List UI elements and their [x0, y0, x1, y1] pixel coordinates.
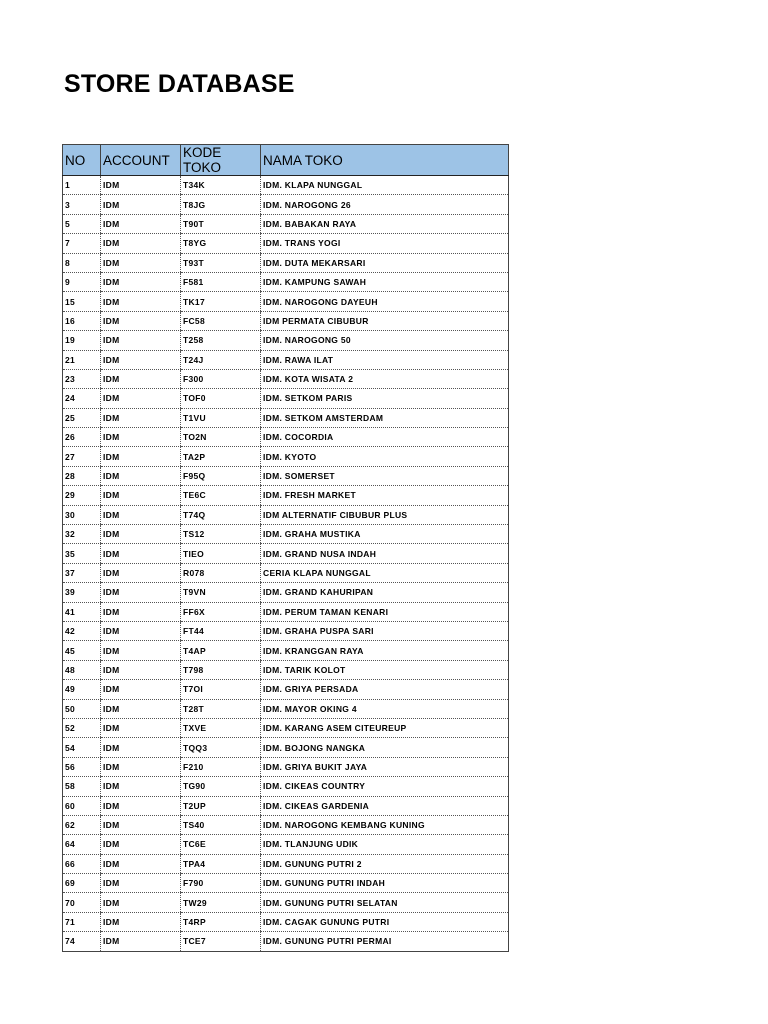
cell-account: IDM: [101, 718, 181, 737]
cell-kode-toko: T93T: [181, 253, 261, 272]
table-body: [63, 176, 509, 952]
cell-nama-toko: CERIA KLAPA NUNGGAL: [261, 563, 509, 582]
cell-kode-toko: F95Q: [181, 466, 261, 485]
cell-nama-toko: IDM. NAROGONG DAYEUH: [261, 292, 509, 311]
cell-no: 30: [63, 505, 101, 524]
header-row: [63, 145, 509, 176]
cell-kode-toko: T798: [181, 660, 261, 679]
table-row: [63, 757, 509, 776]
cell-account: IDM: [101, 854, 181, 873]
table-row: [63, 486, 509, 505]
table-row: [63, 292, 509, 311]
cell-account: IDM: [101, 699, 181, 718]
cell-kode-toko: TS12: [181, 525, 261, 544]
cell-nama-toko: IDM. GRIYA PERSADA: [261, 680, 509, 699]
table-row: [63, 738, 509, 757]
cell-no: 60: [63, 796, 101, 815]
cell-kode-toko: T8YG: [181, 234, 261, 253]
page-title: STORE DATABASE: [64, 70, 295, 98]
cell-no: 21: [63, 350, 101, 369]
cell-account: IDM: [101, 602, 181, 621]
cell-no: 28: [63, 466, 101, 485]
cell-nama-toko: IDM. COCORDIA: [261, 428, 509, 447]
cell-kode-toko: F210: [181, 757, 261, 776]
cell-no: 24: [63, 389, 101, 408]
cell-no: 32: [63, 525, 101, 544]
cell-account: IDM: [101, 660, 181, 679]
cell-kode-toko: T8JG: [181, 195, 261, 214]
cell-kode-toko: TOF0: [181, 389, 261, 408]
cell-no: 54: [63, 738, 101, 757]
cell-nama-toko: IDM. KLAPA NUNGGAL: [261, 176, 509, 195]
table-row: [63, 563, 509, 582]
cell-no: 19: [63, 331, 101, 350]
cell-account: IDM: [101, 350, 181, 369]
cell-kode-toko: TPA4: [181, 854, 261, 873]
table-row: [63, 660, 509, 679]
cell-nama-toko: IDM. TRANS YOGI: [261, 234, 509, 253]
table-header: [63, 145, 509, 176]
cell-account: IDM: [101, 815, 181, 834]
cell-account: IDM: [101, 214, 181, 233]
table-row: [63, 835, 509, 854]
cell-nama-toko: IDM. DUTA MEKARSARI: [261, 253, 509, 272]
cell-kode-toko: TO2N: [181, 428, 261, 447]
cell-nama-toko: IDM. KYOTO: [261, 447, 509, 466]
cell-account: IDM: [101, 583, 181, 602]
table-row: [63, 932, 509, 951]
cell-kode-toko: F790: [181, 874, 261, 893]
cell-account: IDM: [101, 234, 181, 253]
cell-account: IDM: [101, 505, 181, 524]
table-row: [63, 621, 509, 640]
cell-no: 41: [63, 602, 101, 621]
cell-no: 42: [63, 621, 101, 640]
cell-kode-toko: T74Q: [181, 505, 261, 524]
table-row: [63, 195, 509, 214]
cell-account: IDM: [101, 757, 181, 776]
cell-account: IDM: [101, 893, 181, 912]
cell-no: 62: [63, 815, 101, 834]
cell-no: 71: [63, 912, 101, 931]
cell-kode-toko: TC6E: [181, 835, 261, 854]
cell-account: IDM: [101, 369, 181, 388]
table-row: [63, 350, 509, 369]
cell-account: IDM: [101, 912, 181, 931]
cell-nama-toko: IDM. GRAND NUSA INDAH: [261, 544, 509, 563]
cell-account: IDM: [101, 932, 181, 951]
cell-nama-toko: IDM PERMATA CIBUBUR: [261, 311, 509, 330]
cell-no: 52: [63, 718, 101, 737]
cell-no: 58: [63, 777, 101, 796]
cell-no: 9: [63, 272, 101, 291]
cell-nama-toko: IDM ALTERNATIF CIBUBUR PLUS: [261, 505, 509, 524]
cell-nama-toko: IDM. SETKOM PARIS: [261, 389, 509, 408]
cell-nama-toko: IDM. RAWA ILAT: [261, 350, 509, 369]
cell-nama-toko: IDM. SETKOM AMSTERDAM: [261, 408, 509, 427]
cell-nama-toko: IDM. GRAND KAHURIPAN: [261, 583, 509, 602]
cell-kode-toko: TW29: [181, 893, 261, 912]
cell-account: IDM: [101, 738, 181, 757]
cell-nama-toko: IDM. NAROGONG 26: [261, 195, 509, 214]
cell-nama-toko: IDM. SOMERSET: [261, 466, 509, 485]
table-row: [63, 466, 509, 485]
cell-account: IDM: [101, 466, 181, 485]
cell-nama-toko: IDM. KOTA WISATA 2: [261, 369, 509, 388]
cell-no: 70: [63, 893, 101, 912]
cell-no: 15: [63, 292, 101, 311]
cell-kode-toko: T1VU: [181, 408, 261, 427]
cell-nama-toko: IDM. TARIK KOLOT: [261, 660, 509, 679]
cell-no: 8: [63, 253, 101, 272]
table-row: [63, 854, 509, 873]
cell-no: 5: [63, 214, 101, 233]
cell-kode-toko: TG90: [181, 777, 261, 796]
cell-kode-toko: TCE7: [181, 932, 261, 951]
table-row: [63, 176, 509, 195]
table-row: [63, 389, 509, 408]
cell-kode-toko: T9VN: [181, 583, 261, 602]
cell-account: IDM: [101, 835, 181, 854]
cell-no: 50: [63, 699, 101, 718]
cell-no: 39: [63, 583, 101, 602]
column-header-nama-toko: NAMA TOKO: [261, 145, 509, 176]
cell-kode-toko: F300: [181, 369, 261, 388]
cell-account: IDM: [101, 389, 181, 408]
cell-no: 35: [63, 544, 101, 563]
cell-kode-toko: TE6C: [181, 486, 261, 505]
cell-no: 48: [63, 660, 101, 679]
cell-no: 37: [63, 563, 101, 582]
cell-kode-toko: TXVE: [181, 718, 261, 737]
cell-account: IDM: [101, 486, 181, 505]
cell-account: IDM: [101, 680, 181, 699]
table-row: [63, 525, 509, 544]
cell-account: IDM: [101, 447, 181, 466]
cell-nama-toko: IDM. GUNUNG PUTRI SELATAN: [261, 893, 509, 912]
cell-kode-toko: TQQ3: [181, 738, 261, 757]
table-row: [63, 331, 509, 350]
table-row: [63, 253, 509, 272]
cell-account: IDM: [101, 621, 181, 640]
cell-nama-toko: IDM. GRAHA PUSPA SARI: [261, 621, 509, 640]
cell-account: IDM: [101, 272, 181, 291]
cell-account: IDM: [101, 292, 181, 311]
cell-kode-toko: T4AP: [181, 641, 261, 660]
cell-account: IDM: [101, 195, 181, 214]
cell-account: IDM: [101, 796, 181, 815]
cell-no: 56: [63, 757, 101, 776]
cell-kode-toko: T34K: [181, 176, 261, 195]
cell-nama-toko: IDM. BABAKAN RAYA: [261, 214, 509, 233]
cell-account: IDM: [101, 563, 181, 582]
cell-nama-toko: IDM. CIKEAS COUNTRY: [261, 777, 509, 796]
cell-kode-toko: TK17: [181, 292, 261, 311]
cell-no: 1: [63, 176, 101, 195]
table-row: [63, 777, 509, 796]
table-row: [63, 641, 509, 660]
table-row: [63, 602, 509, 621]
table-row: [63, 234, 509, 253]
cell-kode-toko: FC58: [181, 311, 261, 330]
cell-no: 29: [63, 486, 101, 505]
cell-no: 23: [63, 369, 101, 388]
table-row: [63, 874, 509, 893]
cell-kode-toko: FF6X: [181, 602, 261, 621]
cell-nama-toko: IDM. KAMPUNG SAWAH: [261, 272, 509, 291]
cell-kode-toko: R078: [181, 563, 261, 582]
cell-nama-toko: IDM. KARANG ASEM CITEUREUP: [261, 718, 509, 737]
table-row: [63, 796, 509, 815]
cell-no: 66: [63, 854, 101, 873]
store-table: [62, 144, 509, 952]
table-row: [63, 544, 509, 563]
cell-nama-toko: IDM. GRAHA MUSTIKA: [261, 525, 509, 544]
table-row: [63, 408, 509, 427]
table-row: [63, 428, 509, 447]
table-row: [63, 311, 509, 330]
table-row: [63, 447, 509, 466]
cell-account: IDM: [101, 176, 181, 195]
cell-no: 3: [63, 195, 101, 214]
cell-kode-toko: F581: [181, 272, 261, 291]
cell-kode-toko: T2UP: [181, 796, 261, 815]
table-row: [63, 583, 509, 602]
cell-no: 45: [63, 641, 101, 660]
cell-account: IDM: [101, 777, 181, 796]
cell-nama-toko: IDM. NAROGONG KEMBANG KUNING: [261, 815, 509, 834]
cell-account: IDM: [101, 525, 181, 544]
cell-kode-toko: T4RP: [181, 912, 261, 931]
cell-no: 7: [63, 234, 101, 253]
cell-no: 25: [63, 408, 101, 427]
cell-nama-toko: IDM. GUNUNG PUTRI PERMAI: [261, 932, 509, 951]
table-row: [63, 718, 509, 737]
column-header-kode-toko: KODE TOKO: [181, 145, 261, 176]
cell-account: IDM: [101, 428, 181, 447]
cell-kode-toko: T24J: [181, 350, 261, 369]
table-row: [63, 815, 509, 834]
cell-account: IDM: [101, 253, 181, 272]
cell-nama-toko: IDM. GRIYA BUKIT JAYA: [261, 757, 509, 776]
table-row: [63, 699, 509, 718]
cell-nama-toko: IDM. KRANGGAN RAYA: [261, 641, 509, 660]
cell-nama-toko: IDM. GUNUNG PUTRI 2: [261, 854, 509, 873]
cell-nama-toko: IDM. TLANJUNG UDIK: [261, 835, 509, 854]
cell-no: 69: [63, 874, 101, 893]
cell-kode-toko: FT44: [181, 621, 261, 640]
cell-nama-toko: IDM. GUNUNG PUTRI INDAH: [261, 874, 509, 893]
cell-nama-toko: IDM. BOJONG NANGKA: [261, 738, 509, 757]
cell-nama-toko: IDM. NAROGONG 50: [261, 331, 509, 350]
cell-account: IDM: [101, 641, 181, 660]
cell-kode-toko: TS40: [181, 815, 261, 834]
cell-no: 64: [63, 835, 101, 854]
cell-account: IDM: [101, 331, 181, 350]
cell-kode-toko: TA2P: [181, 447, 261, 466]
cell-nama-toko: IDM. PERUM TAMAN KENARI: [261, 602, 509, 621]
cell-nama-toko: IDM. FRESH MARKET: [261, 486, 509, 505]
cell-no: 16: [63, 311, 101, 330]
table-row: [63, 214, 509, 233]
cell-no: 26: [63, 428, 101, 447]
table-row: [63, 272, 509, 291]
cell-nama-toko: IDM. CAGAK GUNUNG PUTRI: [261, 912, 509, 931]
cell-no: 74: [63, 932, 101, 951]
table-row: [63, 505, 509, 524]
cell-no: 27: [63, 447, 101, 466]
cell-kode-toko: TIEO: [181, 544, 261, 563]
cell-kode-toko: T28T: [181, 699, 261, 718]
cell-account: IDM: [101, 544, 181, 563]
table-row: [63, 369, 509, 388]
cell-no: 49: [63, 680, 101, 699]
cell-account: IDM: [101, 408, 181, 427]
cell-account: IDM: [101, 311, 181, 330]
column-header-account: ACCOUNT: [101, 145, 181, 176]
cell-nama-toko: IDM. MAYOR OKING 4: [261, 699, 509, 718]
table-row: [63, 680, 509, 699]
column-header-no: NO: [63, 145, 101, 176]
cell-kode-toko: T258: [181, 331, 261, 350]
table-row: [63, 893, 509, 912]
cell-account: IDM: [101, 874, 181, 893]
table-row: [63, 912, 509, 931]
cell-kode-toko: T7OI: [181, 680, 261, 699]
cell-kode-toko: T90T: [181, 214, 261, 233]
cell-nama-toko: IDM. CIKEAS GARDENIA: [261, 796, 509, 815]
